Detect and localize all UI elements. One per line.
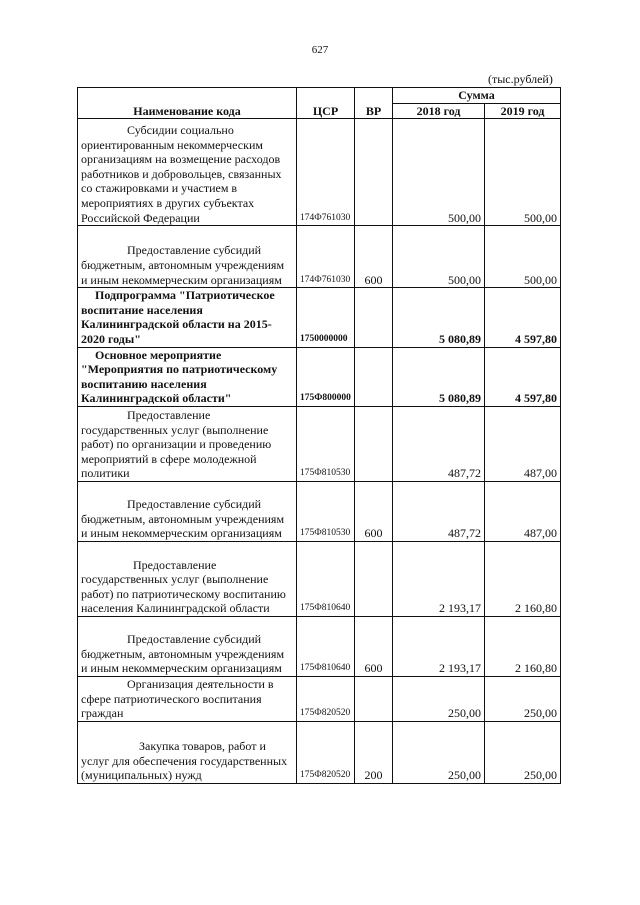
- table-row: [78, 226, 561, 288]
- row-2018-cell: 5 080,89: [393, 347, 485, 406]
- row-2018-cell: 5 080,89: [393, 288, 485, 347]
- row-vr-cell: [355, 347, 393, 406]
- header-name: Наименование кода: [78, 88, 297, 119]
- row-csr-cell: 175Ф810530: [297, 481, 355, 541]
- row-name-cell: Закупка товаров, работ и услуг для обеспечения государственных (муниципальных) нужд: [78, 721, 297, 783]
- row-2018-cell: 2 193,17: [393, 541, 485, 616]
- row-csr-cell: 1750000000: [297, 288, 355, 347]
- row-2018-cell: 250,00: [393, 676, 485, 721]
- row-2019-cell: 250,00: [485, 721, 561, 783]
- row-name-cell: Предоставление субсидий бюджетным, автономным учреждениям и иным некоммерческим организациям: [78, 226, 297, 288]
- row-2019-cell: 487,00: [485, 406, 561, 481]
- row-2019-cell: 2 160,80: [485, 616, 561, 676]
- row-vr-cell: [355, 541, 393, 616]
- row-2019-cell: 4 597,80: [485, 347, 561, 406]
- row-vr-cell: [355, 676, 393, 721]
- row-2019-cell: 500,00: [485, 119, 561, 226]
- row-vr-cell: 600: [355, 226, 393, 288]
- row-csr-cell: 175Ф810640: [297, 541, 355, 616]
- row-csr-cell: 175Ф810640: [297, 616, 355, 676]
- table-row: [78, 481, 561, 541]
- row-vr-cell: [355, 288, 393, 347]
- row-vr-cell: 200: [355, 721, 393, 783]
- row-csr-cell: 175Ф800000: [297, 347, 355, 406]
- budget-table: [77, 87, 561, 784]
- header-year-2018: 2018 год: [393, 103, 485, 119]
- row-2019-cell: 487,00: [485, 481, 561, 541]
- page-number: 627: [311, 44, 329, 56]
- row-2019-cell: 500,00: [485, 226, 561, 288]
- row-csr-cell: 175Ф820520: [297, 676, 355, 721]
- row-name-cell: Организация деятельности в сфере патриотического воспитания граждан: [78, 676, 297, 721]
- row-name-cell: Предоставление субсидий бюджетным, автономным учреждениям и иным некоммерческим организациям: [78, 616, 297, 676]
- table-row: [78, 119, 561, 226]
- table-row: [78, 541, 561, 616]
- table-row: [78, 721, 561, 783]
- row-name-cell: Предоставление государственных услуг (выполнение работ) по патриотическому воспитанию населения Калининградской области: [78, 541, 297, 616]
- row-vr-cell: [355, 406, 393, 481]
- row-vr-cell: 600: [355, 481, 393, 541]
- row-2019-cell: 4 597,80: [485, 288, 561, 347]
- row-2018-cell: 250,00: [393, 721, 485, 783]
- table-row: [78, 288, 561, 347]
- row-2019-cell: 2 160,80: [485, 541, 561, 616]
- header-sum: Сумма: [393, 88, 561, 104]
- row-csr-cell: 174Ф761030: [297, 119, 355, 226]
- table-row: [78, 406, 561, 481]
- row-csr-cell: 174Ф761030: [297, 226, 355, 288]
- row-2018-cell: 487,72: [393, 406, 485, 481]
- row-name-cell: Субсидии социально ориентированным некоммерческим организациям на возмещение расходов работников и добровольцев, связанных со стажировками и участием в мероприятиях в других субъектах Российской Федерации: [78, 119, 297, 226]
- row-2019-cell: 250,00: [485, 676, 561, 721]
- row-name-cell: Основное мероприятие "Мероприятия по патриотическому воспитанию населения Калининградской области": [78, 347, 297, 406]
- table-row: [78, 676, 561, 721]
- row-vr-cell: 600: [355, 616, 393, 676]
- table-row: [78, 347, 561, 406]
- row-name-cell: Подпрограмма "Патриотическое воспитание населения Калининградской области на 2015-2020 годы": [78, 288, 297, 347]
- row-csr-cell: 175Ф810530: [297, 406, 355, 481]
- row-2018-cell: 500,00: [393, 226, 485, 288]
- units-note: (тыс.рублей): [488, 72, 553, 86]
- row-vr-cell: [355, 119, 393, 226]
- table-row: [78, 616, 561, 676]
- header-vr: ВР: [355, 88, 393, 119]
- row-csr-cell: 175Ф820520: [297, 721, 355, 783]
- row-2018-cell: 2 193,17: [393, 616, 485, 676]
- row-2018-cell: 487,72: [393, 481, 485, 541]
- header-csr: ЦСР: [297, 88, 355, 119]
- row-2018-cell: 500,00: [393, 119, 485, 226]
- row-name-cell: Предоставление субсидий бюджетным, автономным учреждениям и иным некоммерческим организациям: [78, 481, 297, 541]
- header-year-2019: 2019 год: [485, 103, 561, 119]
- row-name-cell: Предоставление государственных услуг (выполнение работ) по организации и проведению мероприятий в сфере молодежной политики: [78, 406, 297, 481]
